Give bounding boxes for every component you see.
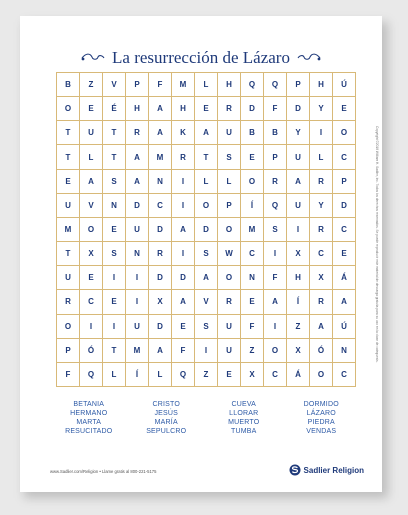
grid-cell: U [218, 315, 241, 339]
grid-cell: P [218, 194, 241, 218]
copyright-text: Copyright ©2018 William H. Sadlier, Inc. Todos los derechos reservados. Se puede reproducir este material de descarga gratuita para su uso en la clase de catequesis. [375, 126, 379, 363]
grid-cell: D [241, 97, 264, 121]
grid-cell: V [195, 290, 218, 314]
grid-cell: R [172, 145, 195, 169]
grid-cell: R [57, 290, 80, 314]
grid-cell: A [149, 97, 172, 121]
grid-cell: A [172, 218, 195, 242]
grid-cell: L [195, 170, 218, 194]
grid-cell: É [103, 97, 126, 121]
word-piedra: PIEDRA [307, 419, 335, 426]
grid-cell: X [287, 242, 310, 266]
grid-cell: I [126, 290, 149, 314]
grid-cell: T [103, 121, 126, 145]
grid-cell: T [195, 145, 218, 169]
grid-cell: I [172, 170, 195, 194]
grid-cell: F [264, 266, 287, 290]
grid-cell: O [57, 97, 80, 121]
grid-cell: A [149, 339, 172, 363]
grid-cell: S [264, 218, 287, 242]
grid-cell: O [80, 218, 103, 242]
grid-cell: Y [310, 194, 333, 218]
grid-cell: E [241, 290, 264, 314]
grid-cell: A [195, 266, 218, 290]
grid-cell: C [241, 242, 264, 266]
grid-cell: N [149, 170, 172, 194]
grid-cell: I [195, 339, 218, 363]
grid-cell: I [172, 242, 195, 266]
grid-cell: E [172, 315, 195, 339]
grid-cell: A [149, 121, 172, 145]
grid-cell: Z [80, 73, 103, 97]
grid-cell: L [195, 73, 218, 97]
grid-cell: M [126, 339, 149, 363]
grid-cell: A [264, 290, 287, 314]
grid-cell: E [57, 170, 80, 194]
grid-cell: O [218, 266, 241, 290]
grid-cell: O [218, 218, 241, 242]
grid-cell: A [126, 145, 149, 169]
grid-cell: R [218, 290, 241, 314]
word-dormido: DORMIDO [303, 401, 339, 408]
grid-cell: P [57, 339, 80, 363]
grid-cell: X [241, 363, 264, 387]
grid-cell: E [333, 97, 356, 121]
grid-cell: E [80, 266, 103, 290]
grid-cell: Z [195, 363, 218, 387]
grid-cell: E [241, 145, 264, 169]
grid-cell: H [310, 73, 333, 97]
grid-cell: S [103, 242, 126, 266]
grid-cell: O [57, 315, 80, 339]
grid-cell: A [287, 170, 310, 194]
grid-cell: U [287, 145, 310, 169]
grid-cell: U [218, 339, 241, 363]
grid-cell: I [126, 266, 149, 290]
word-llorar: LLORAR [229, 410, 259, 417]
grid-cell: E [333, 242, 356, 266]
grid-cell: E [80, 97, 103, 121]
grid-cell: F [264, 97, 287, 121]
word-search-grid [56, 72, 356, 387]
grid-cell: C [333, 218, 356, 242]
grid-cell: I [103, 266, 126, 290]
grid-cell: P [126, 73, 149, 97]
grid-cell: B [264, 121, 287, 145]
grid-cell: O [241, 170, 264, 194]
grid-cell: T [57, 145, 80, 169]
grid-cell: O [264, 339, 287, 363]
grid-cell: I [80, 315, 103, 339]
grid-cell: M [172, 73, 195, 97]
worksheet-page [20, 16, 382, 492]
word-resucitado: RESUCITADO [65, 428, 113, 435]
grid-cell: O [195, 194, 218, 218]
grid-cell: D [149, 218, 172, 242]
grid-cell: C [264, 363, 287, 387]
grid-cell: L [80, 145, 103, 169]
grid-cell: Ó [310, 339, 333, 363]
word-muerto: MUERTO [228, 419, 260, 426]
grid-cell: E [103, 290, 126, 314]
grid-cell: A [80, 170, 103, 194]
word-list [50, 401, 360, 435]
title-row [20, 46, 382, 70]
grid-cell: Á [333, 266, 356, 290]
word-sepulcro: SEPULCRO [146, 428, 187, 435]
grid-cell: S [195, 315, 218, 339]
grid-cell: F [172, 339, 195, 363]
grid-cell: Y [287, 121, 310, 145]
grid-cell: A [126, 170, 149, 194]
grid-cell: V [103, 73, 126, 97]
word-cueva: CUEVA [231, 401, 257, 408]
grid-cell: R [310, 218, 333, 242]
grid-cell: F [57, 363, 80, 387]
grid-cell: Q [264, 194, 287, 218]
grid-cell: H [172, 97, 195, 121]
grid-cell: L [218, 170, 241, 194]
grid-cell: Í [126, 363, 149, 387]
sadlier-logo [289, 464, 364, 476]
grid-cell: V [80, 194, 103, 218]
grid-cell: X [287, 339, 310, 363]
grid-cell: N [241, 266, 264, 290]
grid-cell: W [218, 242, 241, 266]
grid-cell: R [310, 170, 333, 194]
footer-contact: www.Sadlier.com/Religion • Llame gratis al 800-221-5175 [50, 469, 157, 474]
grid-cell: X [80, 242, 103, 266]
grid-cell: P [264, 145, 287, 169]
grid-cell: P [333, 170, 356, 194]
grid-cell: T [103, 339, 126, 363]
grid-cell: X [149, 290, 172, 314]
grid-cell: R [264, 170, 287, 194]
word-hermano: HERMANO [70, 410, 108, 417]
grid-cell: I [264, 315, 287, 339]
grid-cell: I [103, 315, 126, 339]
grid-cell: D [333, 194, 356, 218]
grid-cell: B [241, 121, 264, 145]
word-jesus: JESÚS [154, 410, 179, 417]
grid-cell: D [172, 266, 195, 290]
grid-cell: T [57, 242, 80, 266]
grid-cell: C [80, 290, 103, 314]
grid-cell: A [333, 290, 356, 314]
grid-cell: R [149, 242, 172, 266]
grid-cell: M [241, 218, 264, 242]
grid-cell: Ó [80, 339, 103, 363]
word-cristo: CRISTO [152, 401, 181, 408]
grid-cell: S [218, 145, 241, 169]
grid-cell: I [172, 194, 195, 218]
grid-cell: A [172, 290, 195, 314]
grid-cell: T [103, 145, 126, 169]
grid-cell: U [287, 194, 310, 218]
grid-cell: K [172, 121, 195, 145]
grid-cell: O [310, 363, 333, 387]
word-tumba: TUMBA [231, 428, 257, 435]
grid-cell: U [126, 218, 149, 242]
grid-cell: S [195, 242, 218, 266]
grid-cell: A [195, 121, 218, 145]
grid-cell: Z [241, 339, 264, 363]
grid-cell: X [310, 266, 333, 290]
sadlier-logo-icon [289, 464, 301, 476]
grid-cell: N [333, 339, 356, 363]
grid-cell: Q [172, 363, 195, 387]
grid-cell: I [310, 121, 333, 145]
grid-cell: Z [287, 315, 310, 339]
grid-cell: Í [287, 290, 310, 314]
grid-cell: H [126, 97, 149, 121]
grid-cell: Q [264, 73, 287, 97]
grid-cell: B [57, 73, 80, 97]
grid-cell: H [218, 73, 241, 97]
grid-cell: M [57, 218, 80, 242]
grid-cell: I [264, 242, 287, 266]
grid-cell: O [333, 121, 356, 145]
grid-cell: R [310, 290, 333, 314]
grid-cell: D [126, 194, 149, 218]
grid-cell: U [218, 121, 241, 145]
grid-cell: H [287, 266, 310, 290]
grid-cell: C [333, 363, 356, 387]
grid-cell: N [126, 242, 149, 266]
grid-cell: Ú [333, 73, 356, 97]
grid-cell: D [149, 266, 172, 290]
grid-cell: C [310, 242, 333, 266]
grid-cell: F [149, 73, 172, 97]
grid-cell: F [241, 315, 264, 339]
left-ornament-icon [80, 52, 106, 64]
grid-cell: I [287, 218, 310, 242]
grid-cell: M [149, 145, 172, 169]
grid-cell: C [149, 194, 172, 218]
word-marta: MARTA [76, 419, 102, 426]
grid-cell: N [103, 194, 126, 218]
grid-cell: Q [241, 73, 264, 97]
grid-cell: Á [287, 363, 310, 387]
grid-cell: U [57, 194, 80, 218]
word-betania: BETANIA [73, 401, 105, 408]
grid-cell: U [80, 121, 103, 145]
grid-cell: E [218, 363, 241, 387]
grid-cell: Y [310, 97, 333, 121]
grid-cell: R [218, 97, 241, 121]
grid-cell: E [195, 97, 218, 121]
grid-cell: L [310, 145, 333, 169]
grid-cell: D [287, 97, 310, 121]
word-lazaro: LÁZARO [306, 410, 336, 417]
grid-cell: C [333, 145, 356, 169]
grid-cell: S [103, 170, 126, 194]
grid-cell: Q [80, 363, 103, 387]
grid-cell: R [126, 121, 149, 145]
grid-cell: E [103, 218, 126, 242]
right-ornament-icon [296, 52, 322, 64]
copyright-side-note [372, 126, 380, 426]
page-title: La resurrección de Lázaro [112, 48, 290, 67]
logo-text: Sadlier Religion [303, 465, 364, 475]
grid-cell: T [57, 121, 80, 145]
grid-cell: P [287, 73, 310, 97]
grid-cell: U [57, 266, 80, 290]
grid-cell: Ú [333, 315, 356, 339]
word-maria: MARÍA [154, 419, 178, 426]
grid-cell: D [195, 218, 218, 242]
grid-cell: L [149, 363, 172, 387]
grid-cell: A [310, 315, 333, 339]
grid-cell: Í [241, 194, 264, 218]
word-vendas: VENDAS [306, 428, 337, 435]
grid-cell: D [149, 315, 172, 339]
grid-cell: L [103, 363, 126, 387]
grid-cell: U [126, 315, 149, 339]
